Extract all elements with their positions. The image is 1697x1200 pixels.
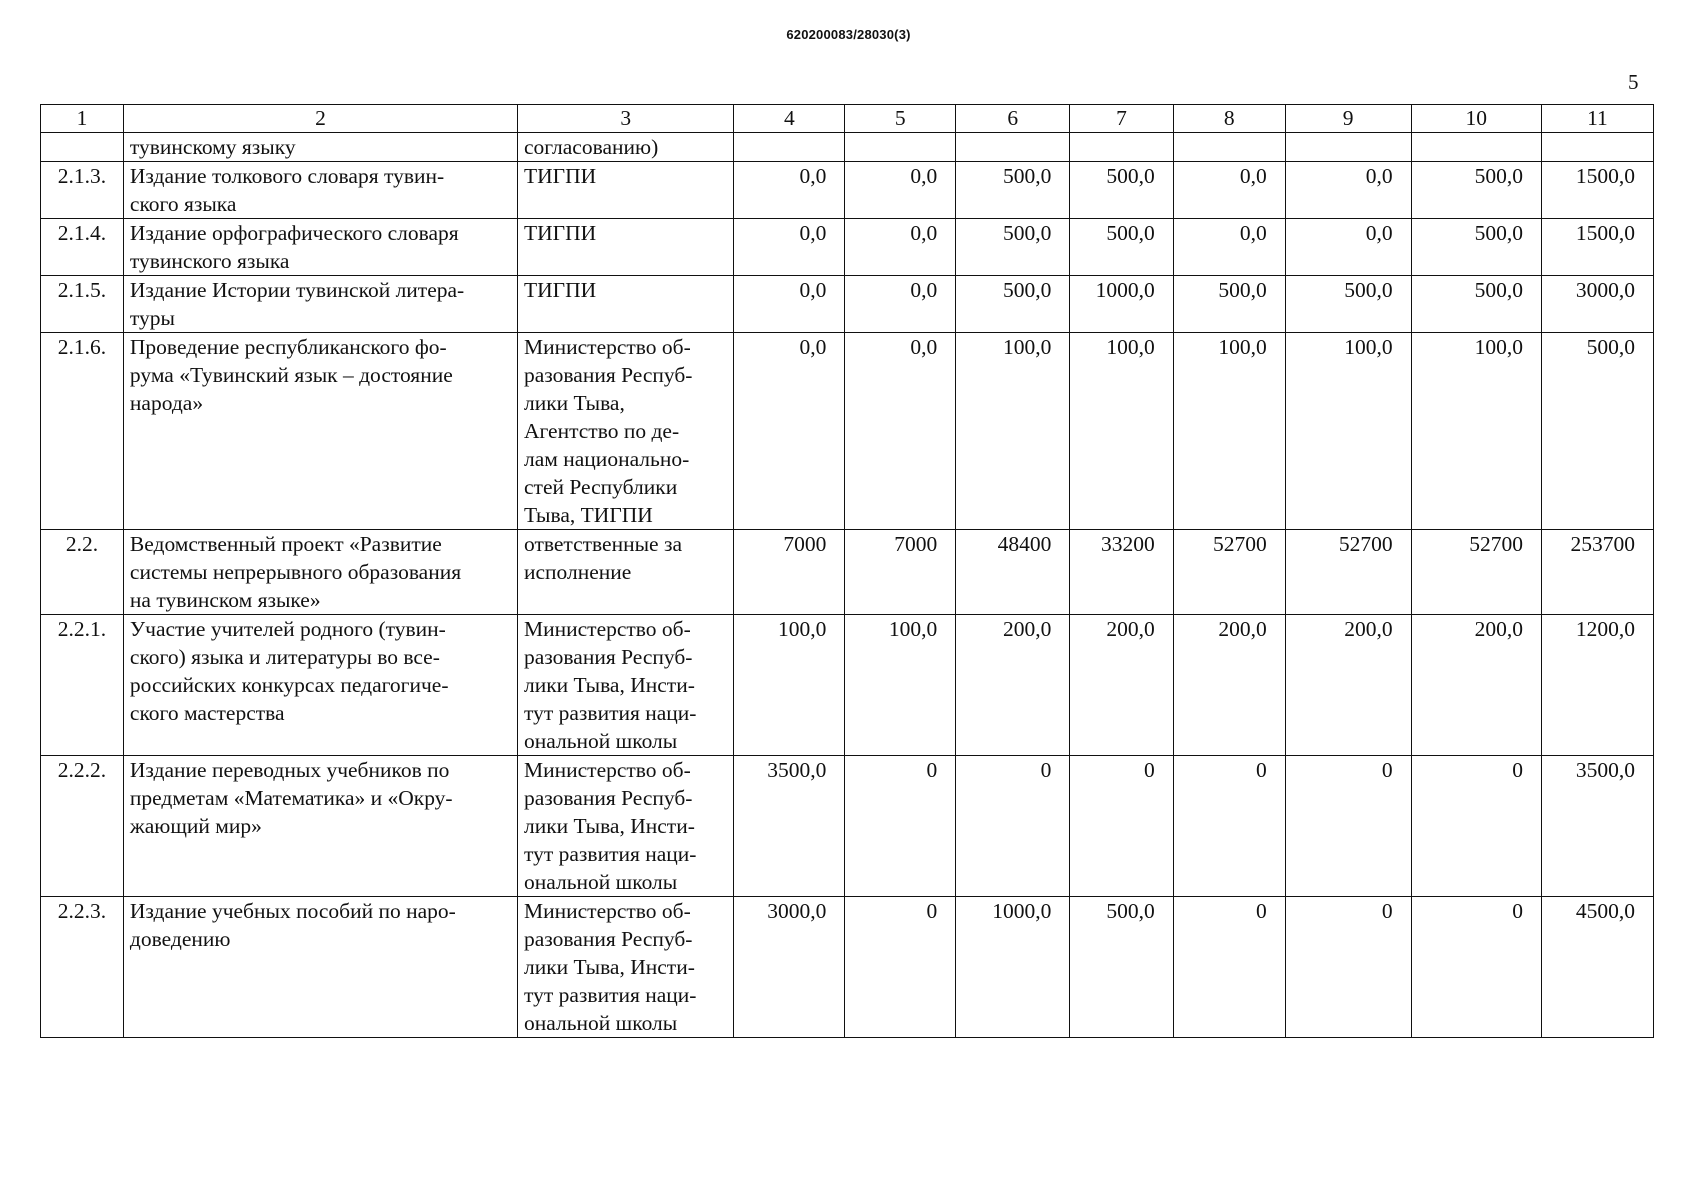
value-cell-col-6: 1000,0 [956, 897, 1070, 1038]
value-cell-col-10: 200,0 [1411, 615, 1541, 756]
value-cell-col-11: 1200,0 [1541, 615, 1653, 756]
activity-name-cell: тувинскому языку [123, 133, 517, 162]
row-number-cell: 2.2. [41, 530, 124, 615]
activity-name-cell: Проведение республиканского фо- рума «Тувинский язык – достояние народа» [123, 333, 517, 530]
value-cell-col-10: 0 [1411, 897, 1541, 1038]
activity-name-cell: Участие учителей родного (тувин- ского) языка и литературы во все- российских конкурсах педагогиче- ского мастерства [123, 615, 517, 756]
value-cell-col-5 [845, 133, 956, 162]
column-number: 1 [41, 105, 124, 133]
activity-name-cell: Издание толкового словаря тувин- ского языка [123, 162, 517, 219]
table-row [41, 133, 1654, 162]
value-cell-col-4 [734, 133, 845, 162]
value-cell-col-5: 0 [845, 897, 956, 1038]
responsible-cell: Министерство об- разования Респуб- лики Тыва, Инсти- тут развития наци- ональной школы [518, 897, 734, 1038]
row-number-cell: 2.2.3. [41, 897, 124, 1038]
value-cell-col-9: 0 [1285, 756, 1411, 897]
row-number-cell: 2.2.2. [41, 756, 124, 897]
value-cell-col-9: 100,0 [1285, 333, 1411, 530]
value-cell-col-10: 500,0 [1411, 276, 1541, 333]
value-cell-col-7: 100,0 [1070, 333, 1173, 530]
value-cell-col-11: 1500,0 [1541, 162, 1653, 219]
table-row [41, 756, 1654, 897]
value-cell-col-6: 500,0 [956, 276, 1070, 333]
responsible-cell: Министерство об- разования Респуб- лики Тыва, Инсти- тут развития наци- ональной школы [518, 756, 734, 897]
value-cell-col-8: 0 [1173, 897, 1285, 1038]
column-number: 4 [734, 105, 845, 133]
value-cell-col-6 [956, 133, 1070, 162]
value-cell-col-5: 0 [845, 756, 956, 897]
value-cell-col-6: 500,0 [956, 219, 1070, 276]
value-cell-col-4: 100,0 [734, 615, 845, 756]
table-row [41, 333, 1654, 530]
value-cell-col-11: 3500,0 [1541, 756, 1653, 897]
value-cell-col-4: 3500,0 [734, 756, 845, 897]
value-cell-col-11: 253700 [1541, 530, 1653, 615]
value-cell-col-5: 0,0 [845, 276, 956, 333]
value-cell-col-8: 100,0 [1173, 333, 1285, 530]
value-cell-col-9: 200,0 [1285, 615, 1411, 756]
value-cell-col-11 [1541, 133, 1653, 162]
responsible-cell: ТИГПИ [518, 219, 734, 276]
row-number-cell: 2.1.5. [41, 276, 124, 333]
value-cell-col-8: 200,0 [1173, 615, 1285, 756]
value-cell-col-5: 100,0 [845, 615, 956, 756]
column-number: 6 [956, 105, 1070, 133]
activity-name-cell: Издание Истории тувинской литера- туры [123, 276, 517, 333]
value-cell-col-8: 0 [1173, 756, 1285, 897]
value-cell-col-8: 0,0 [1173, 162, 1285, 219]
value-cell-col-9: 52700 [1285, 530, 1411, 615]
value-cell-col-7: 500,0 [1070, 162, 1173, 219]
value-cell-col-5: 0,0 [845, 162, 956, 219]
value-cell-col-7: 0 [1070, 756, 1173, 897]
responsible-cell: согласованию) [518, 133, 734, 162]
row-number-cell: 2.2.1. [41, 615, 124, 756]
value-cell-col-7: 500,0 [1070, 897, 1173, 1038]
row-number-cell: 2.1.3. [41, 162, 124, 219]
value-cell-col-10: 500,0 [1411, 219, 1541, 276]
value-cell-col-6: 48400 [956, 530, 1070, 615]
value-cell-col-7: 33200 [1070, 530, 1173, 615]
responsible-cell: Министерство об- разования Респуб- лики Тыва, Агентство по де- лам национально- стей Республики Тыва, ТИГПИ [518, 333, 734, 530]
value-cell-col-6: 100,0 [956, 333, 1070, 530]
responsible-cell: ТИГПИ [518, 162, 734, 219]
value-cell-col-4: 0,0 [734, 333, 845, 530]
column-number-row [41, 105, 1654, 133]
value-cell-col-11: 1500,0 [1541, 219, 1653, 276]
row-number-cell: 2.1.6. [41, 333, 124, 530]
value-cell-col-4: 0,0 [734, 162, 845, 219]
responsible-cell: ТИГПИ [518, 276, 734, 333]
column-number: 2 [123, 105, 517, 133]
document-id: 620200083/28030(3) [786, 27, 911, 42]
row-number-cell: 2.1.4. [41, 219, 124, 276]
table-body [41, 105, 1654, 1038]
value-cell-col-6: 0 [956, 756, 1070, 897]
responsible-cell: ответственные за исполнение [518, 530, 734, 615]
value-cell-col-6: 500,0 [956, 162, 1070, 219]
value-cell-col-9: 0,0 [1285, 219, 1411, 276]
value-cell-col-9: 500,0 [1285, 276, 1411, 333]
value-cell-col-4: 0,0 [734, 219, 845, 276]
column-number: 10 [1411, 105, 1541, 133]
value-cell-col-8: 500,0 [1173, 276, 1285, 333]
activity-name-cell: Ведомственный проект «Развитие системы непрерывного образования на тувинском языке» [123, 530, 517, 615]
value-cell-col-11: 500,0 [1541, 333, 1653, 530]
value-cell-col-10: 100,0 [1411, 333, 1541, 530]
value-cell-col-5: 7000 [845, 530, 956, 615]
value-cell-col-5: 0,0 [845, 219, 956, 276]
value-cell-col-8 [1173, 133, 1285, 162]
value-cell-col-7: 500,0 [1070, 219, 1173, 276]
value-cell-col-8: 52700 [1173, 530, 1285, 615]
value-cell-col-8: 0,0 [1173, 219, 1285, 276]
table-row [41, 530, 1654, 615]
value-cell-col-9: 0 [1285, 897, 1411, 1038]
table-row [41, 219, 1654, 276]
activity-name-cell: Издание учебных пособий по наро- доведению [123, 897, 517, 1038]
value-cell-col-6: 200,0 [956, 615, 1070, 756]
column-number: 8 [1173, 105, 1285, 133]
value-cell-col-5: 0,0 [845, 333, 956, 530]
activity-name-cell: Издание переводных учебников по предметам «Математика» и «Окру- жающий мир» [123, 756, 517, 897]
value-cell-col-7: 200,0 [1070, 615, 1173, 756]
value-cell-col-11: 4500,0 [1541, 897, 1653, 1038]
value-cell-col-9 [1285, 133, 1411, 162]
table-row [41, 162, 1654, 219]
value-cell-col-7: 1000,0 [1070, 276, 1173, 333]
value-cell-col-7 [1070, 133, 1173, 162]
activity-name-cell: Издание орфографического словаря тувинского языка [123, 219, 517, 276]
table-row [41, 615, 1654, 756]
value-cell-col-4: 0,0 [734, 276, 845, 333]
value-cell-col-9: 0,0 [1285, 162, 1411, 219]
column-number: 11 [1541, 105, 1653, 133]
value-cell-col-4: 7000 [734, 530, 845, 615]
column-number: 3 [518, 105, 734, 133]
value-cell-col-10: 500,0 [1411, 162, 1541, 219]
value-cell-col-10 [1411, 133, 1541, 162]
table-row [41, 897, 1654, 1038]
column-number: 7 [1070, 105, 1173, 133]
responsible-cell: Министерство об- разования Респуб- лики Тыва, Инсти- тут развития наци- ональной школы [518, 615, 734, 756]
row-number-cell [41, 133, 124, 162]
column-number: 9 [1285, 105, 1411, 133]
table-row [41, 276, 1654, 333]
value-cell-col-11: 3000,0 [1541, 276, 1653, 333]
program-activities-table [40, 104, 1654, 1038]
value-cell-col-10: 0 [1411, 756, 1541, 897]
value-cell-col-10: 52700 [1411, 530, 1541, 615]
value-cell-col-4: 3000,0 [734, 897, 845, 1038]
column-number: 5 [845, 105, 956, 133]
page-number: 5 [1628, 70, 1639, 94]
